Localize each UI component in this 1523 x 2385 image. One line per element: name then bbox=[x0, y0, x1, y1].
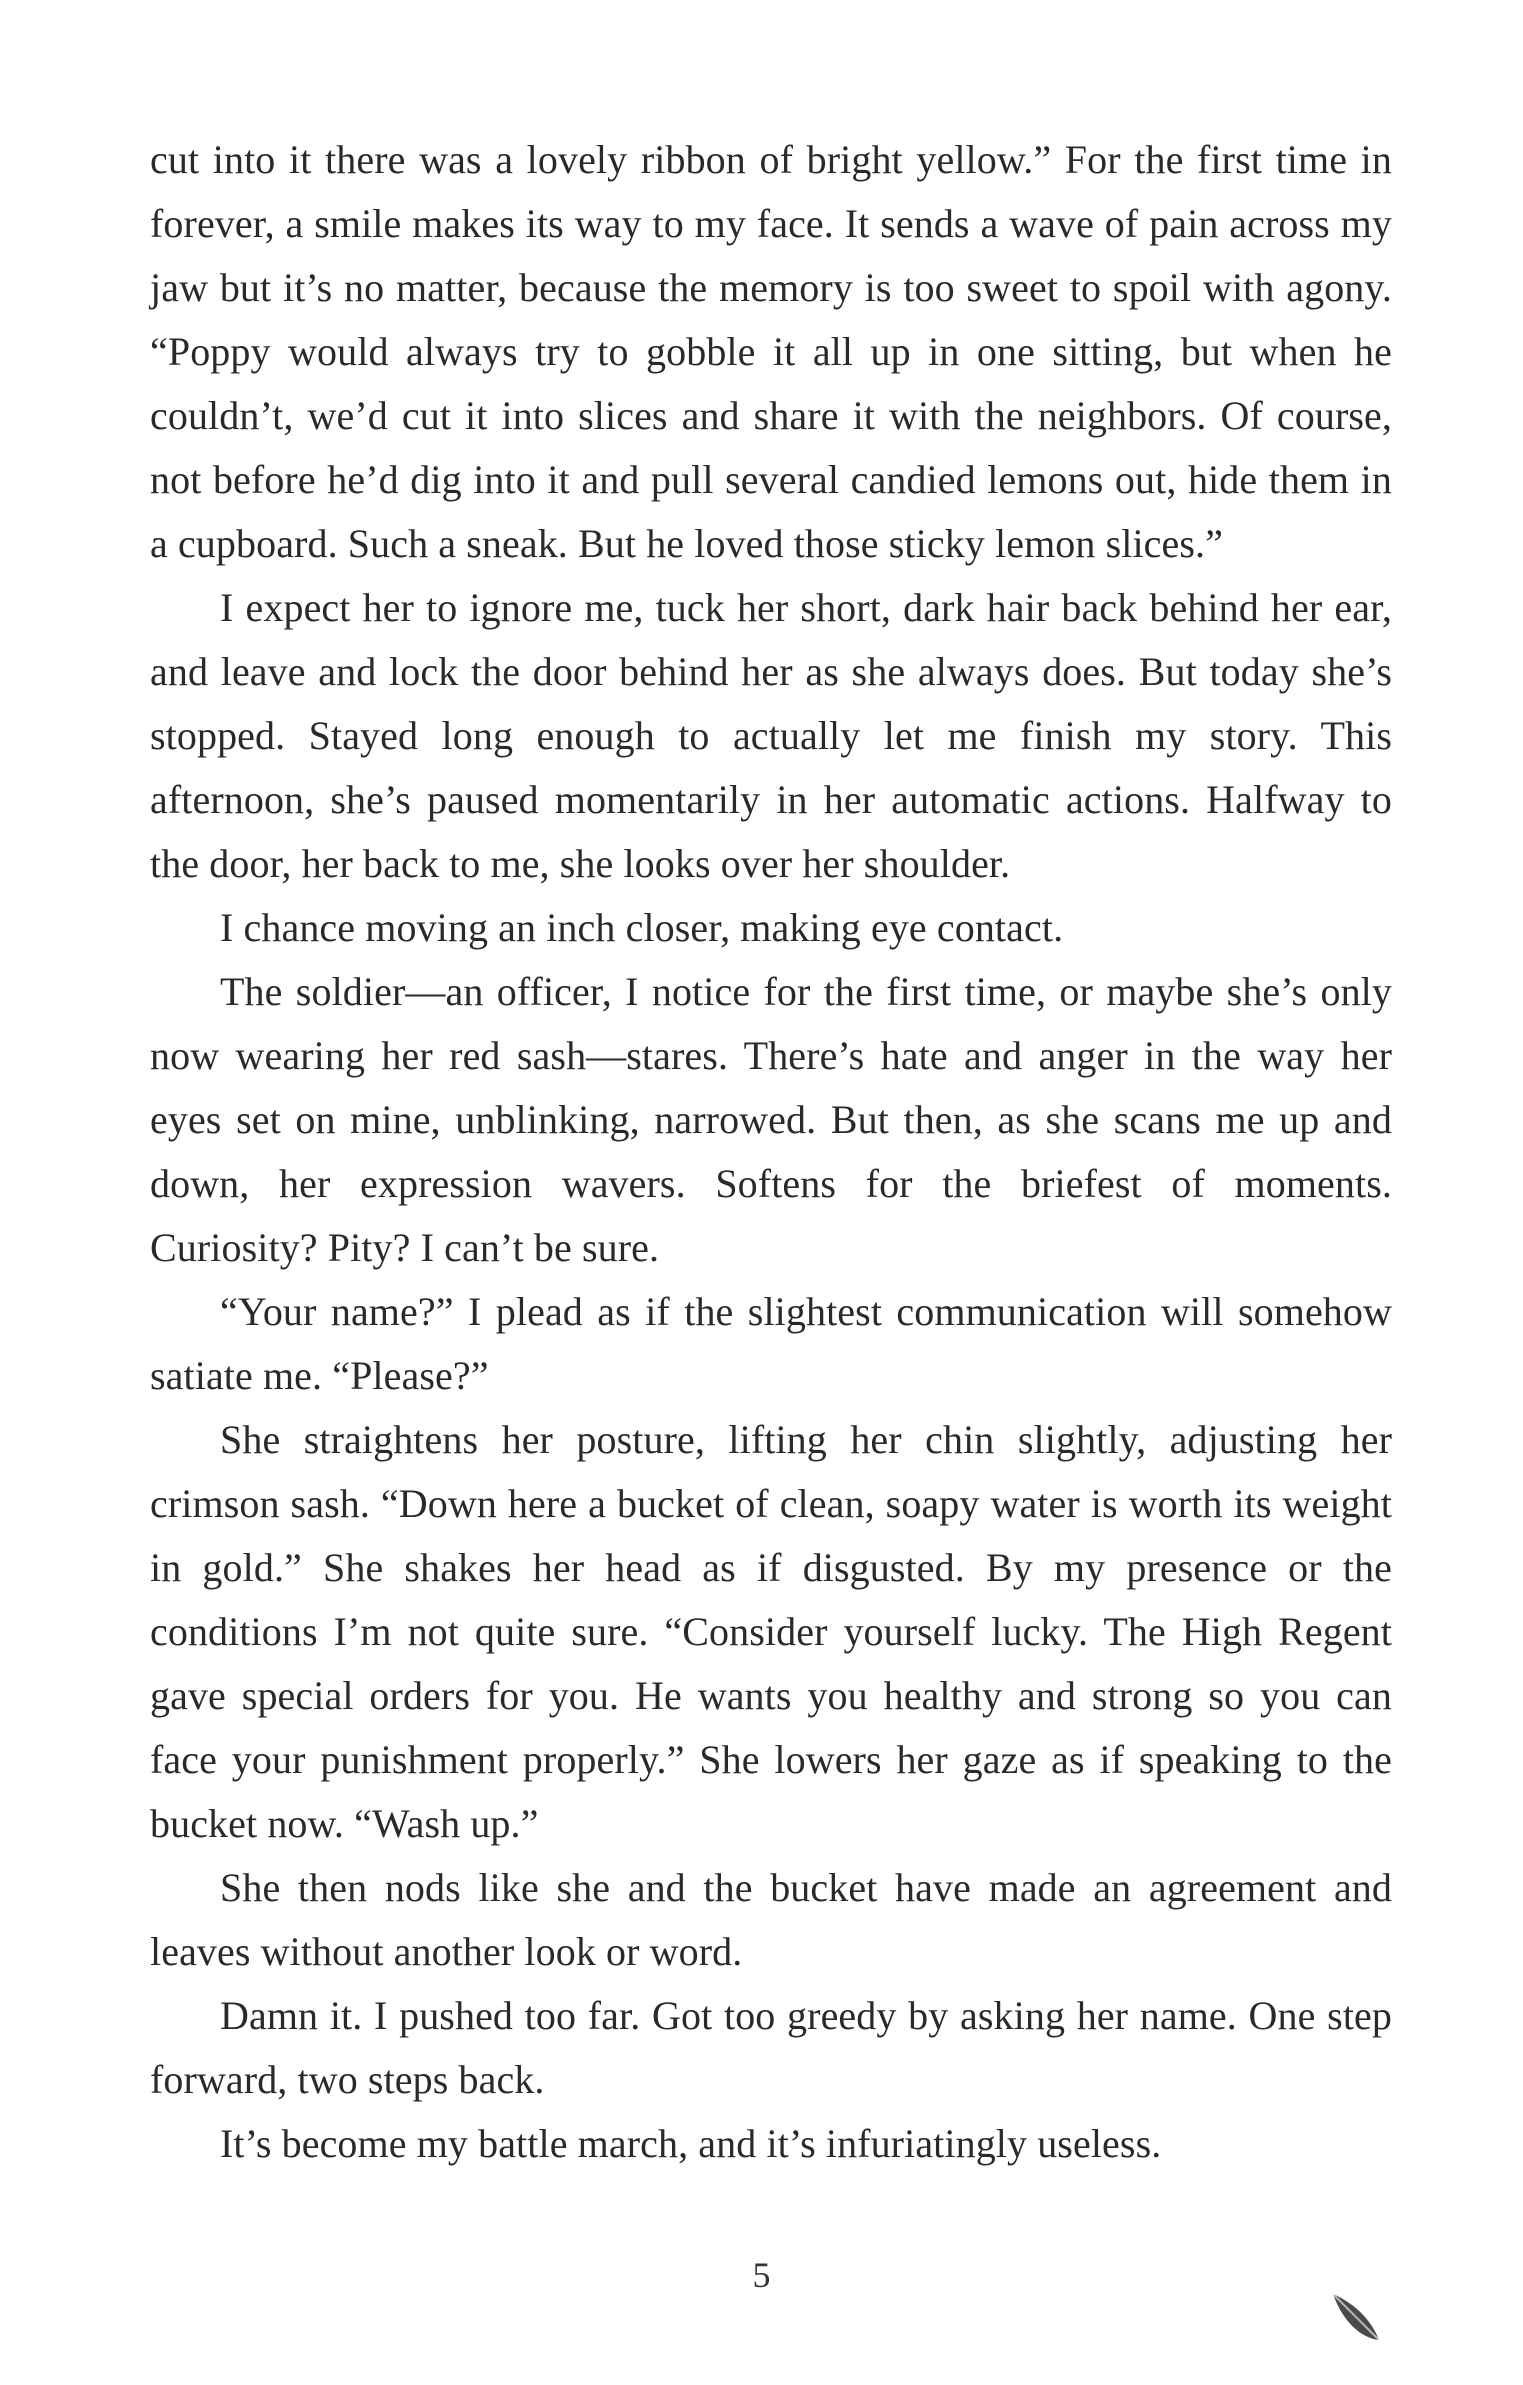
paragraph: I expect her to ignore me, tuck her short, dark hair back behind her ear, and leave and lock the door behind her as she always does. But today she’s stopped. Stayed long enough to actually let me finish my story. This afternoon, she’s paused momentarily in her automatic actions. Halfway to the door, her back to me, she looks over her shoulder. bbox=[150, 585, 1392, 886]
paragraph: She straightens her posture, lifting her chin slightly, adjusting her crimson sash. “Down here a bucket of clean, soapy water is worth its weight in gold.” She shakes her head as if disgusted. By my presence or the conditions I’m not quite sure. “Consider yourself lucky. The High Regent gave special orders for you. He wants you healthy and strong so you can face your punishment properly.” She lowers her gaze as if speaking to the bucket now. “Wash up.” bbox=[150, 1417, 1392, 1846]
leaf-icon bbox=[1325, 2288, 1385, 2348]
page-body bbox=[150, 128, 1392, 2176]
paragraph: She then nods like she and the bucket have made an agreement and leaves without another look or word. bbox=[150, 1865, 1392, 1974]
paragraph: “Your name?” I plead as if the slightest communication will somehow satiate me. “Please?” bbox=[150, 1289, 1392, 1398]
paragraph: The soldier—an officer, I notice for the first time, or maybe she’s only now wearing her red sash—stares. There’s hate and anger in the way her eyes set on mine, unblinking, narrowed. But then, as she scans me up and down, her expression wavers. Softens for the briefest of moments. Curiosity? Pity? I can’t be sure. bbox=[150, 969, 1392, 1270]
paragraph: cut into it there was a lovely ribbon of bright yellow.” For the first time in forever, a smile makes its way to my face. It sends a wave of pain across my jaw but it’s no matter, because the memory is too sweet to spoil with agony. “Poppy would always try to gobble it all up in one sitting, but when he couldn’t, we’d cut it into slices and share it with the neighbors. Of course, not before he’d dig into it and pull several candied lemons out, hide them in a cupboard. Such a sneak. But he loved those sticky lemon slices.” bbox=[150, 137, 1392, 566]
paragraph: It’s become my battle march, and it’s infuriatingly useless. bbox=[220, 2121, 1162, 2166]
paragraph: Damn it. I pushed too far. Got too greedy by asking her name. One step forward, two steps back. bbox=[150, 1993, 1392, 2102]
paragraph: I chance moving an inch closer, making eye contact. bbox=[220, 905, 1064, 950]
page-number: 5 bbox=[752, 2255, 771, 2295]
